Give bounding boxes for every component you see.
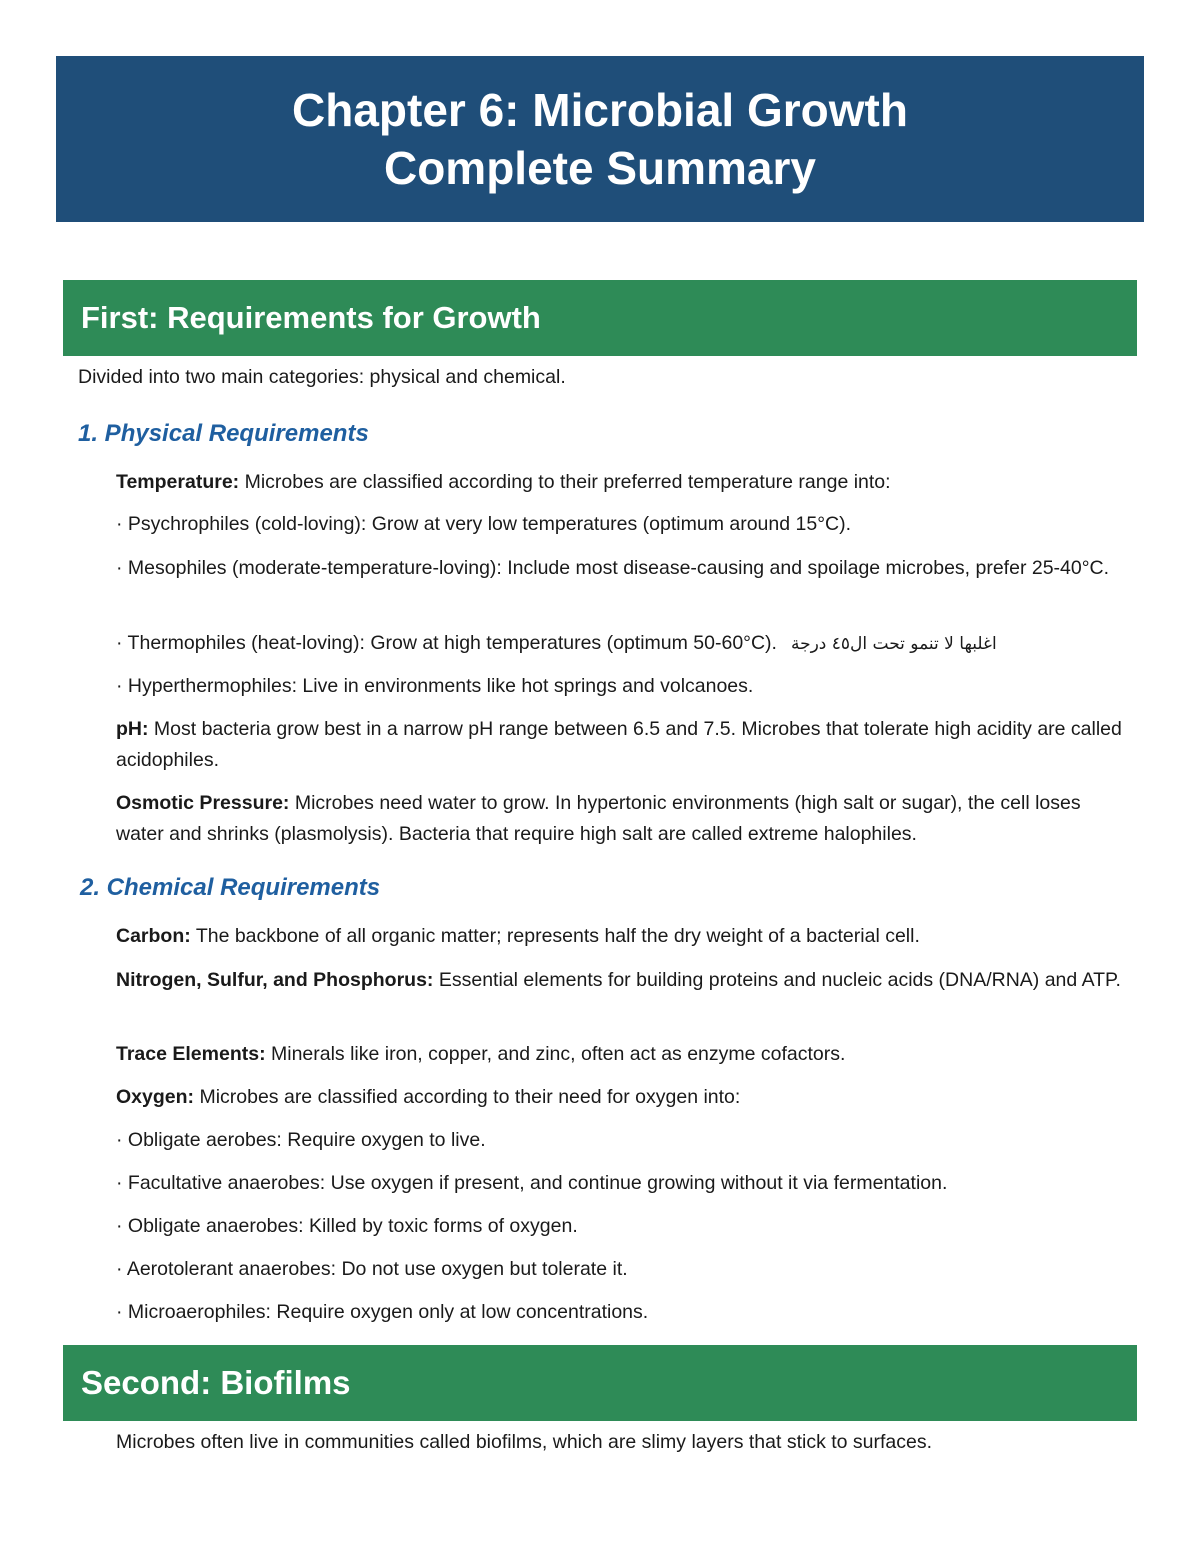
list-item-hyperthermophiles: · Hyperthermophiles: Live in environments like hot springs and volcanoes. (116, 675, 754, 697)
ph-paragraph (116, 714, 1126, 776)
oxygen-paragraph (116, 1082, 740, 1113)
subheading-physical: 1. Physical Requirements (78, 420, 369, 447)
section-intro: Divided into two main categories: physical and chemical. (78, 366, 566, 388)
section-heading-biofilms: Second: Biofilms (63, 1345, 1137, 1421)
oxygen-text: Microbes are classified according to their need for oxygen into: (194, 1086, 741, 1108)
temperature-label: Temperature: (116, 471, 240, 493)
nsp-label: Nitrogen, Sulfur, and Phosphorus: (116, 969, 434, 991)
list-item-psychrophiles: · Psychrophiles (cold-loving): Grow at very low temperatures (optimum around 15°C). (116, 513, 851, 535)
carbon-label: Carbon: (116, 925, 191, 947)
list-item-obligate-anaerobes: · Obligate anaerobes: Killed by toxic forms of oxygen. (116, 1215, 578, 1237)
section-heading-requirements: First: Requirements for Growth (63, 280, 1137, 356)
subheading-chemical: 2. Chemical Requirements (80, 874, 381, 901)
list-item-mesophiles: · Mesophiles (moderate-temperature-loving): Include most disease-causing and spoilage microbes, prefer 25-40°C. (116, 557, 1110, 579)
page-title-line2: Complete Summary (383, 142, 816, 194)
temperature-text: Microbes are classified according to their preferred temperature range into: (239, 471, 891, 493)
list-item-thermophiles (116, 628, 997, 660)
osmotic-label: Osmotic Pressure: (116, 792, 290, 814)
title-banner (56, 56, 1144, 222)
trace-text: Minerals like iron, copper, and zinc, often act as enzyme cofactors. (265, 1043, 846, 1065)
carbon-text: The backbone of all organic matter; represents half the dry weight of a bacterial cell. (190, 925, 920, 947)
temperature-paragraph (116, 467, 891, 498)
trace-label: Trace Elements: (116, 1043, 266, 1065)
biofilms-paragraph: Microbes often live in communities called biofilms, which are slimy layers that stick to surfaces. (116, 1431, 933, 1453)
nsp-paragraph (116, 965, 1126, 996)
osmotic-text: Microbes need water to grow. In hypertonic environments (high salt or sugar), the cell loses water and shrinks (plasmolysis). Bacteria that require high salt are called extreme halophiles. (116, 792, 1081, 845)
trace-paragraph (116, 1039, 845, 1070)
list-item-obligate-aerobes: · Obligate aerobes: Require oxygen to live. (116, 1129, 486, 1151)
oxygen-label: Oxygen: (116, 1086, 195, 1108)
thermophiles-text: · Thermophiles (heat-loving): Grow at high temperatures (optimum 50-60°C). (116, 632, 777, 654)
osmotic-paragraph (116, 788, 1126, 850)
nsp-text: Essential elements for building proteins and nucleic acids (DNA/RNA) and ATP. (433, 969, 1121, 991)
carbon-paragraph (116, 921, 920, 952)
ph-text: Most bacteria grow best in a narrow pH range between 6.5 and 7.5. Microbes that tolerate high acidity are called acidophiles. (116, 718, 1122, 771)
arabic-handwritten-note: اغلبها لا تنمو تحت ال٤٥ درجة (790, 634, 997, 654)
ph-label: pH: (116, 718, 149, 740)
page-title-line1: Chapter 6: Microbial Growth (292, 84, 908, 136)
list-item-aerotolerant-anaerobes: · Aerotolerant anaerobes: Do not use oxygen but tolerate it. (116, 1258, 628, 1280)
list-item-facultative-anaerobes: · Facultative anaerobes: Use oxygen if present, and continue growing without it via fermentation. (116, 1172, 948, 1194)
list-item-microaerophiles: · Microaerophiles: Require oxygen only at low concentrations. (116, 1301, 649, 1323)
